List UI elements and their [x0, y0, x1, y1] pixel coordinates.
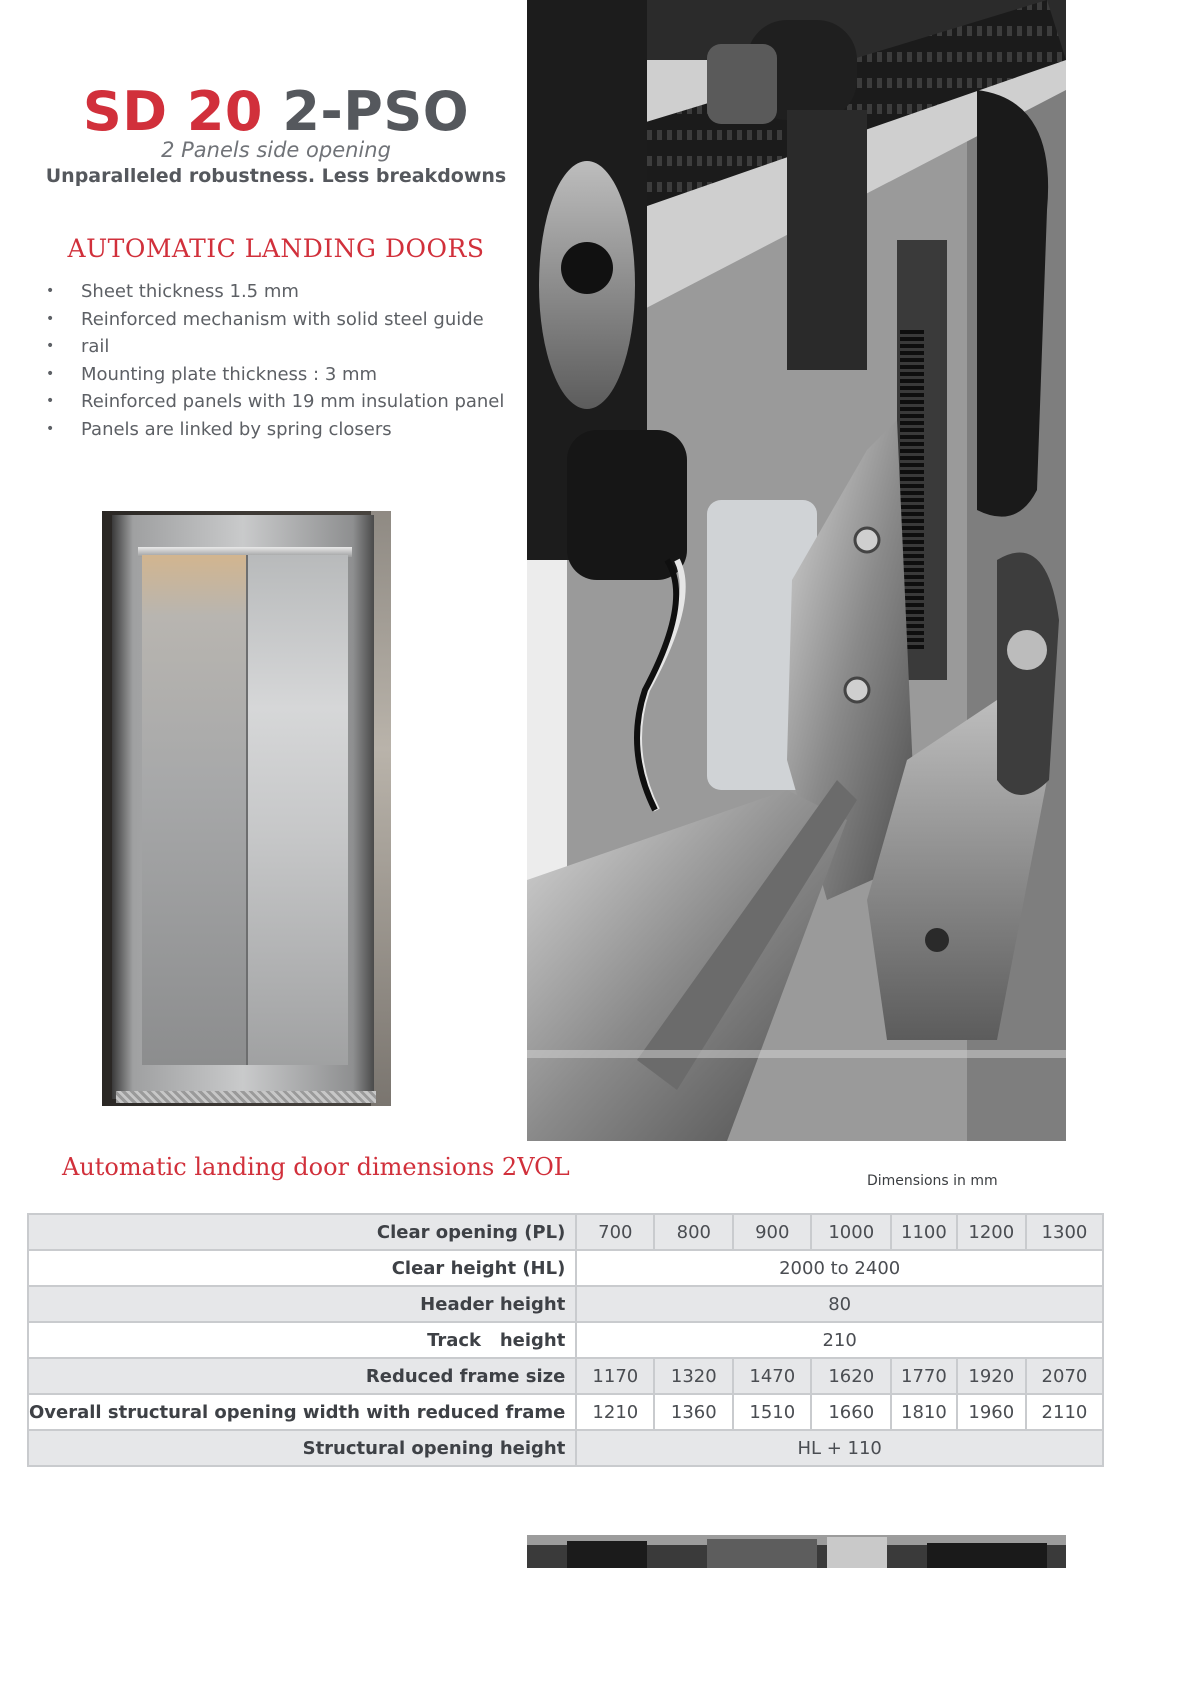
dimensions-units-note: Dimensions in mm [867, 1173, 998, 1189]
row-label: Reduced frame size [28, 1358, 576, 1394]
table-cell: 1000 [811, 1214, 891, 1250]
table-row [28, 1394, 1103, 1430]
table-cell: 1320 [654, 1358, 733, 1394]
landing-door-photo [102, 511, 391, 1106]
mechanism-illustration [527, 0, 1066, 1141]
product-title [0, 80, 552, 144]
table-cell: 1360 [654, 1394, 733, 1430]
table-cell: 2110 [1026, 1394, 1103, 1430]
table-row [28, 1286, 1103, 1322]
feature-item: • rail [46, 333, 516, 361]
table-cell: 1300 [1026, 1214, 1103, 1250]
table-cell: 800 [654, 1214, 733, 1250]
photo-door-sill [116, 1091, 376, 1103]
table-cell: 2070 [1026, 1358, 1103, 1394]
row-label: Header height [28, 1286, 576, 1322]
row-label: Clear opening (PL) [28, 1214, 576, 1250]
product-subtitle: 2 Panels side opening [161, 138, 391, 162]
feature-item: • Mounting plate thickness : 3 mm [46, 361, 516, 389]
table-cell: 1510 [733, 1394, 811, 1430]
row-label: Structural opening height [28, 1430, 576, 1466]
table-row [28, 1430, 1103, 1466]
dimensions-table [27, 1213, 1104, 1467]
feature-item: • Sheet thickness 1.5 mm [46, 278, 516, 306]
table-row [28, 1358, 1103, 1394]
feature-item: • Panels are linked by spring closers [46, 416, 516, 444]
table-cell: 1470 [733, 1358, 811, 1394]
row-label: Overall structural opening width with reduced frame [28, 1394, 576, 1430]
feature-item: • Reinforced mechanism with solid steel guide [46, 306, 516, 334]
product-tagline: Unparalleled robustness. Less breakdowns [45, 165, 507, 187]
row-label: Track height [28, 1322, 576, 1358]
photo-door-panel-right [248, 555, 348, 1065]
table-row [28, 1250, 1103, 1286]
photo-door-panel-left [142, 555, 248, 1065]
table-cell: 1620 [811, 1358, 891, 1394]
section-heading: AUTOMATIC LANDING DOORS [67, 234, 485, 263]
table-cell: 210 [576, 1322, 1103, 1358]
row-label: Clear height (HL) [28, 1250, 576, 1286]
table-cell: HL + 110 [576, 1430, 1103, 1466]
table-cell: 80 [576, 1286, 1103, 1322]
table-cell: 700 [576, 1214, 654, 1250]
door-mechanism-photo [527, 0, 1066, 1141]
table-cell: 900 [733, 1214, 811, 1250]
table-cell: 1210 [576, 1394, 654, 1430]
table-cell: 1100 [891, 1214, 956, 1250]
product-variant-code: 2-PSO [282, 80, 470, 143]
table-cell: 1660 [811, 1394, 891, 1430]
product-model-code: SD 20 [82, 80, 263, 143]
photo-stone-jamb [371, 511, 391, 1106]
table-cell: 1810 [891, 1394, 956, 1430]
door-mechanism-photo-secondary [527, 1535, 1066, 1568]
table-cell: 1170 [576, 1358, 654, 1394]
feature-list [46, 278, 516, 444]
table-row [28, 1322, 1103, 1358]
table-cell: 1960 [957, 1394, 1026, 1430]
mechanism-illustration-secondary [527, 1535, 1066, 1568]
table-cell: 2000 to 2400 [576, 1250, 1103, 1286]
dimensions-title: Automatic landing door dimensions 2VOL [62, 1153, 570, 1181]
table-cell: 1920 [957, 1358, 1026, 1394]
table-cell: 1200 [957, 1214, 1026, 1250]
table-cell: 1770 [891, 1358, 956, 1394]
table-row [28, 1214, 1103, 1250]
feature-item: • Reinforced panels with 19 mm insulation panel [46, 388, 516, 416]
